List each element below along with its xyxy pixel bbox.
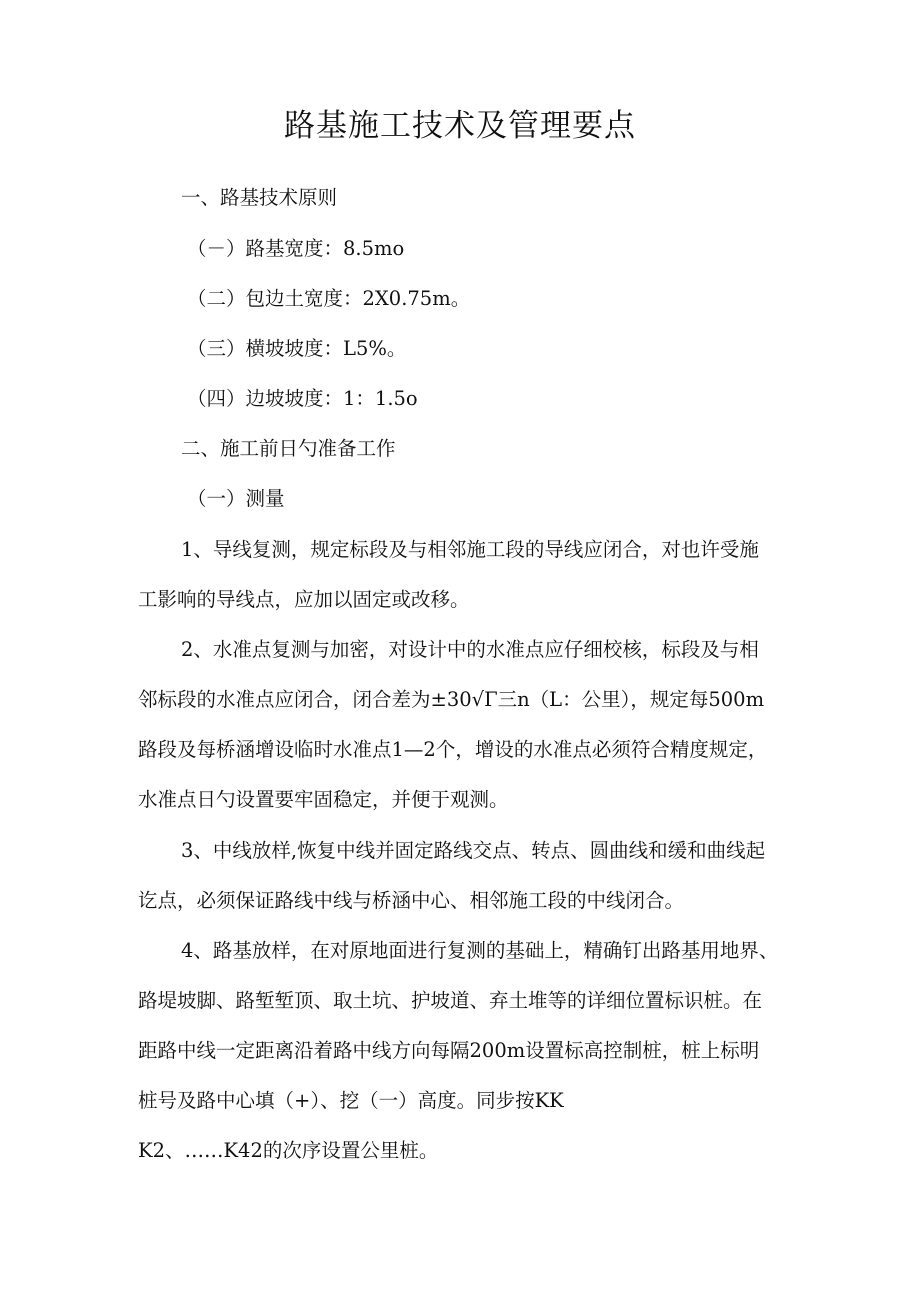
paragraph-1-line-2: 工影响的导线点，应加以固定或改移。 xyxy=(138,588,470,611)
paragraph-2-line-1: 2、水准点复测与加密，对设计中的水准点应仔细校核，标段及与相 xyxy=(181,638,759,661)
subsection-heading-survey: （一）测量 xyxy=(187,487,285,510)
paragraph-3-line-1: 3、中线放样,恢复中线并固定路线交点、转点、圆曲线和缓和曲线起 xyxy=(181,839,766,862)
principle-item-width: （－）路基宽度：8.5mo xyxy=(187,237,405,260)
paragraph-1-line-1: 1、导线复测，规定标段及与相邻施工段的导线应闭合，对也许受施 xyxy=(181,538,759,561)
paragraph-4-line-2: 路堤坡脚、路堑堑顶、取土坑、护坡道、弃土堆等的详细位置标识桩。在 xyxy=(138,989,763,1012)
paragraph-4-line-3: 距路中线一定距离沿着路中线方向每隔200m设置标高控制桩，桩上标明 xyxy=(138,1039,760,1062)
paragraph-4-line-4: 桩号及路中心填（+）、挖（一）高度。同步按KK xyxy=(138,1089,564,1112)
paragraph-4-line-1: 4、路基放样，在对原地面进行复测的基础上，精确钉出路基用地界、 xyxy=(181,939,779,962)
principle-item-crossfall: （三）横坡坡度：L5%。 xyxy=(187,337,407,360)
paragraph-4-line-5: K2、……K42的次序设置公里桩。 xyxy=(138,1139,439,1162)
document-title: 路基施工技术及管理要点 xyxy=(284,108,636,144)
principle-item-shoulder: （二）包边土宽度：2X0.75m。 xyxy=(187,287,471,310)
principle-item-sideslope: （四）边坡坡度：1：1.5o xyxy=(187,387,418,410)
paragraph-2-line-3: 路段及每桥涵增设临时水准点1—2个，增设的水准点必须符合精度规定， xyxy=(138,738,768,761)
paragraph-2-line-2: 邻标段的水准点应闭合，闭合差为±30√Γ三n（L：公里），规定每500m xyxy=(138,688,765,711)
section-heading-2: 二、施工前日勺准备工作 xyxy=(181,437,396,460)
paragraph-2-line-4: 水准点日勺设置要牢固稳定，并便于观测。 xyxy=(138,788,509,811)
section-heading-1: 一、路基技术原则 xyxy=(181,186,338,209)
paragraph-3-line-2: 讫点，必须保证路线中线与桥涵中心、相邻施工段的中线闭合。 xyxy=(138,889,685,912)
